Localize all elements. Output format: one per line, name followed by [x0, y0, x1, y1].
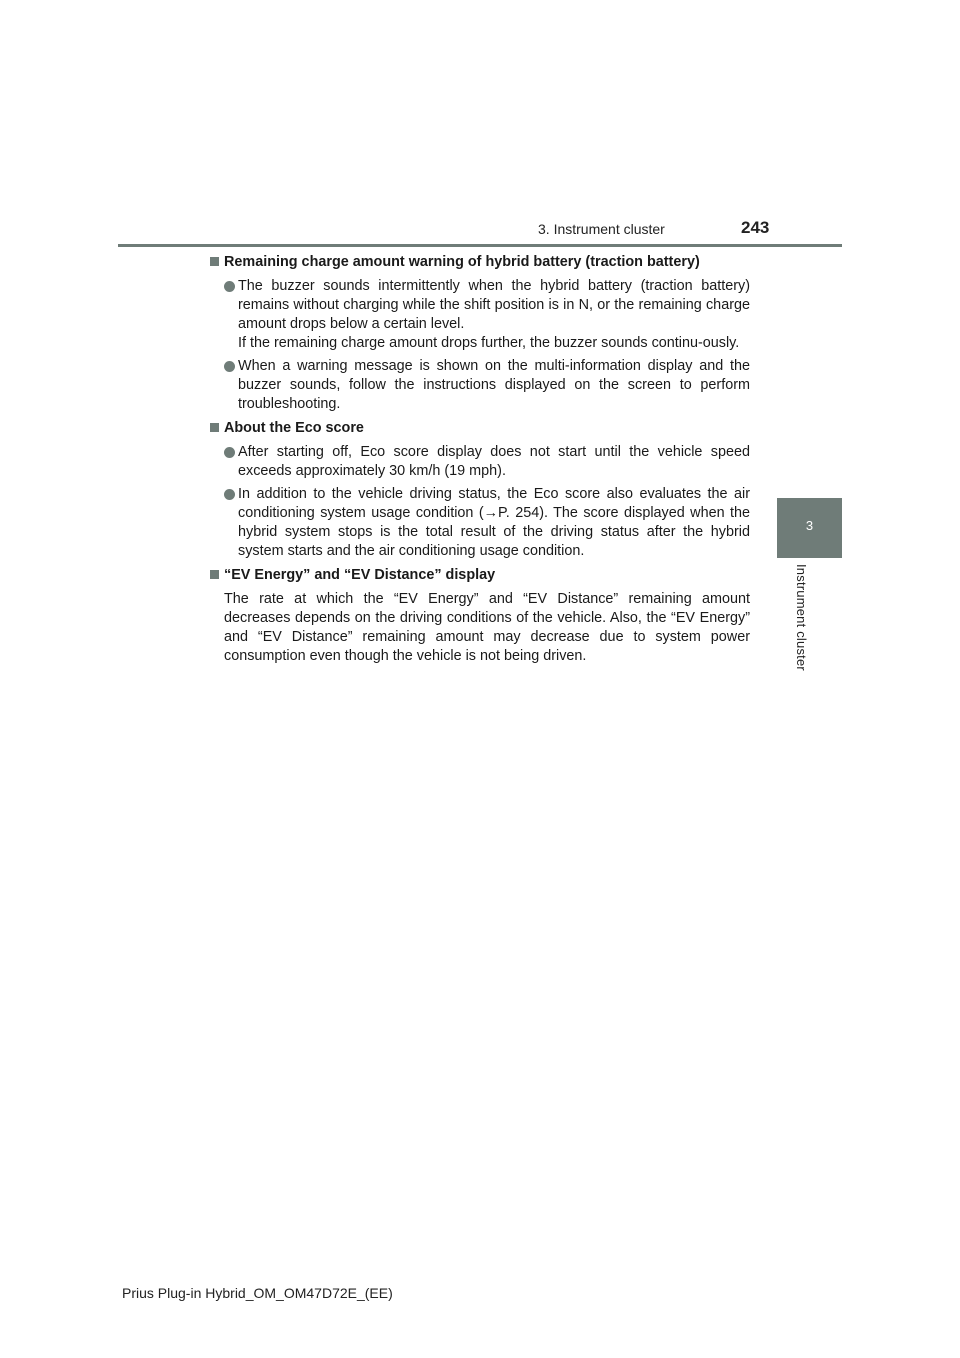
- section-heading: [209, 253, 750, 272]
- section-ev-display: [209, 566, 750, 666]
- circle-bullet-icon: [224, 361, 235, 372]
- square-bullet-icon: [210, 570, 219, 579]
- bullet-text-continued: If the remaining charge amount drops further, the buzzer sounds continu-ously.: [238, 335, 740, 351]
- heading-text: About the Eco score: [224, 420, 364, 436]
- section-heading: [209, 419, 750, 438]
- section-title: 3. Instrument cluster: [538, 221, 665, 237]
- section-eco-score: [209, 419, 750, 561]
- circle-bullet-icon: [224, 489, 235, 500]
- circle-bullet-icon: [224, 447, 235, 458]
- square-bullet-icon: [210, 423, 219, 432]
- chapter-label: Instrument cluster: [794, 564, 809, 671]
- heading-text: “EV Energy” and “EV Distance” display: [224, 567, 496, 583]
- bullet-text: After starting off, Eco score display does not start until the vehicle speed exceeds approximately 30 km/h (19 mph).: [238, 444, 750, 479]
- bullet-text: In addition to the vehicle driving status, the Eco score also evaluates the air conditioning system usage condition (→P. 254). The score displayed when the hybrid system stops is the total result of the driving status after the hybrid system starts and the air conditioning usage condition.: [238, 486, 750, 559]
- bullet-item: [209, 485, 750, 561]
- section-battery-warning: [209, 253, 750, 414]
- heading-text: Remaining charge amount warning of hybrid battery (traction battery): [224, 254, 700, 270]
- bullet-text: The buzzer sounds intermittently when the hybrid battery (traction battery) remains without charging while the shift position is in N, or the remaining charge amount drops below a certain level.: [238, 278, 750, 332]
- manual-id-footer: Prius Plug-in Hybrid_OM_OM47D72E_(EE): [122, 1285, 393, 1301]
- chapter-number: 3: [805, 518, 814, 533]
- section-paragraph: The rate at which the “EV Energy” and “EV Distance” remaining amount decreases depends on the driving conditions of the vehicle. Also, the “EV Energy” and “EV Distance” remaining amount may decrease due to system power consumption even though the vehicle is not being driven.: [224, 591, 750, 664]
- bullet-item: [209, 357, 750, 414]
- chapter-tab: [777, 498, 842, 558]
- main-content: [209, 253, 750, 671]
- bullet-item: [209, 443, 750, 481]
- bullet-text: When a warning message is shown on the multi-information display and the buzzer sounds, follow the instructions displayed on the screen to perform troubleshooting.: [238, 358, 750, 412]
- square-bullet-icon: [210, 257, 219, 266]
- circle-bullet-icon: [224, 281, 235, 292]
- header-divider: [118, 244, 842, 247]
- section-heading: [209, 566, 750, 585]
- page-number: 243: [741, 218, 770, 237]
- bullet-item: [209, 277, 750, 353]
